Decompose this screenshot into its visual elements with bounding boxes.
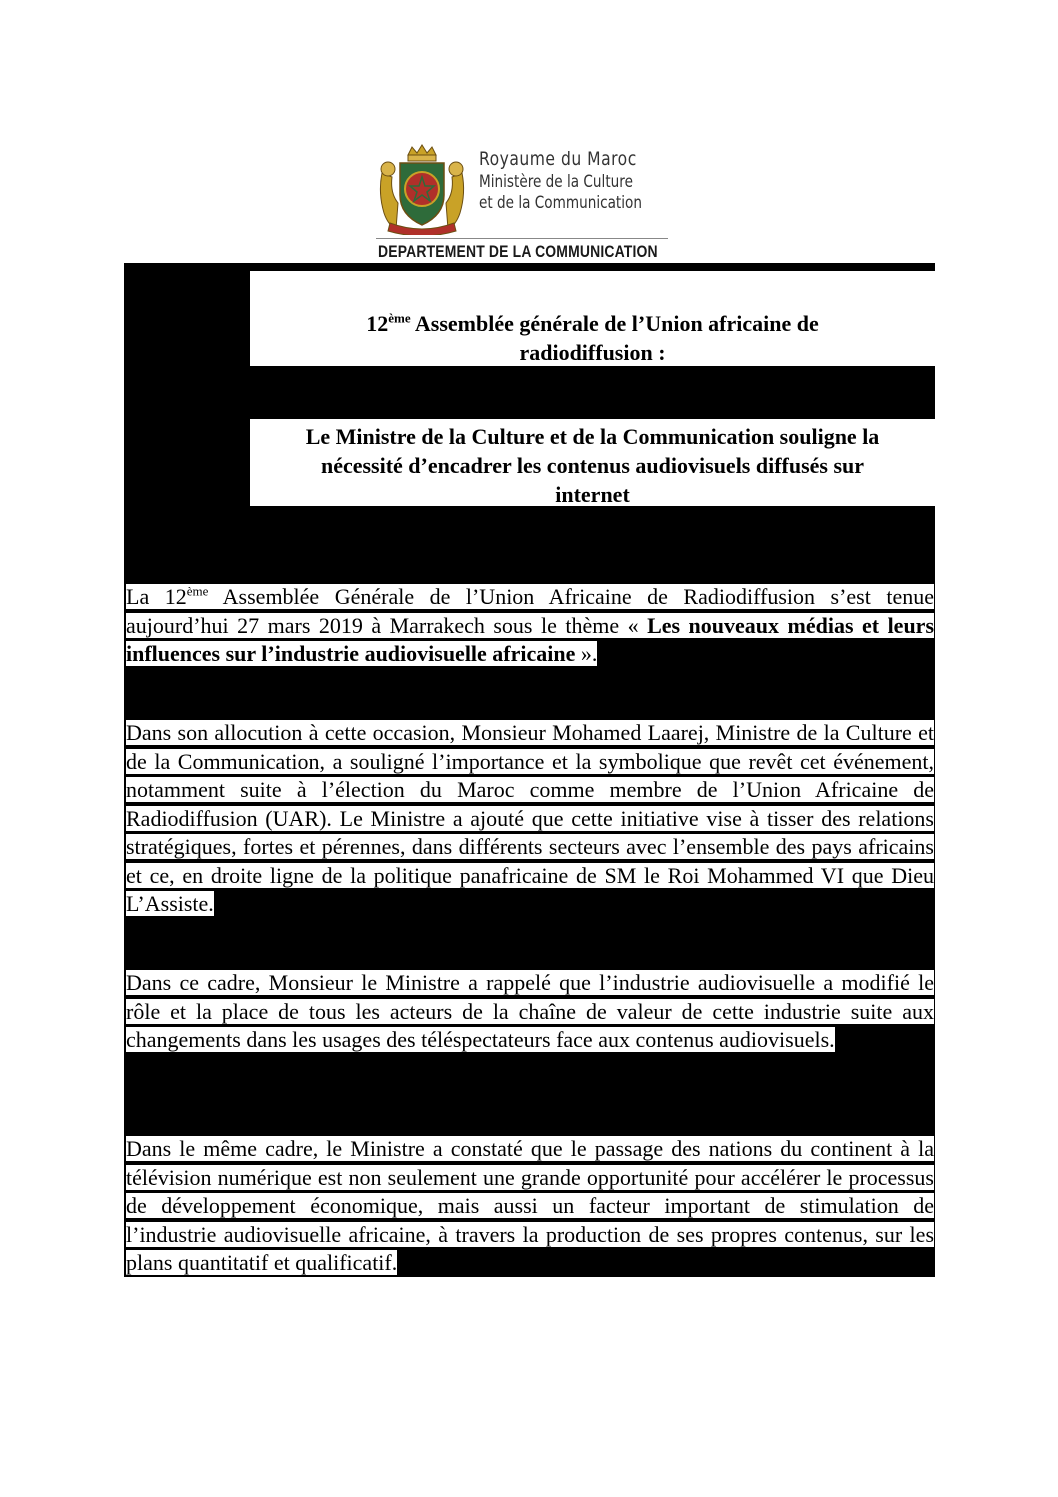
document-title: 12ème Assemblée générale de l’Union africaine de radiodiffusion : (366, 310, 819, 365)
title-box (250, 271, 935, 366)
kingdom-name: Royaume du Maroc (479, 148, 637, 170)
paragraph-2: Dans son allocution à cette occasion, Monsieur Mohamed Laarej, Ministre de la Culture et de la Communication, a souligné l’importance et la symbolique que revêt cet événement, notamment suite à l’élection du Maroc comme membre de l’Union Africaine de Radiodiffusion (UAR). Le Ministre a ajouté que cette initiative vise à tisser des relations stratégiques, fortes et pérennes, dans différents secteurs avec l’ensemble des pays africains et ce, en droite ligne de la politique panafricaine de SM le Roi Mohammed VI que Dieu L’Assiste. (126, 720, 934, 916)
redaction-left-column (124, 271, 250, 578)
redaction-band-2 (250, 506, 935, 578)
paragraph-4: Dans le même cadre, le Ministre a constaté que le passage des nations du continent à la télévision numérique est non seulement une grande opportunité pour accélérer le processus de développement économique, mais aussi un facteur important de stimulation de l’industrie audiovisuelle africaine, à travers la production de ses propres contenus, sur les plans quantitatif et qualificatif. (126, 1136, 934, 1275)
theme-bold: Les nouveaux médias et leurs influences sur l’industrie audiovisuelle africaine (126, 612, 935, 666)
ministry-name-line2: et de la Communication (479, 193, 642, 213)
ministry-name-line1: Ministère de la Culture (479, 172, 633, 192)
subtitle-box (250, 419, 935, 506)
redaction-top-bar (124, 263, 935, 271)
redaction-band-1 (250, 366, 935, 419)
document-subtitle: Le Ministre de la Culture et de la Communication souligne la nécessité d’encadrer les contenus audiovisuels diffusés sur internet (305, 424, 880, 507)
royal-coat-of-arms-logo (376, 143, 468, 235)
paragraph-1: La 12ème Assemblée Générale de l’Union Africaine de Radiodiffusion s’est tenue aujourd’hui 27 mars 2019 à Marrakech sous le thème « Les nouveaux médias et leurs influences sur l’industrie audiovisuelle africaine ». (126, 583, 935, 666)
organization-name (479, 146, 679, 214)
paragraph-3: Dans ce cadre, Monsieur le Ministre a rappelé que l’industrie audiovisuelle a modifié le rôle et la place de tous les acteurs de la chaîne de valeur de cette industrie suite aux changements dans les usages des téléspectateurs face aux contenus audiovisuels. (126, 970, 934, 1052)
department-name: DEPARTEMENT DE LA COMMUNICATION (378, 242, 658, 261)
header-divider (376, 238, 668, 239)
